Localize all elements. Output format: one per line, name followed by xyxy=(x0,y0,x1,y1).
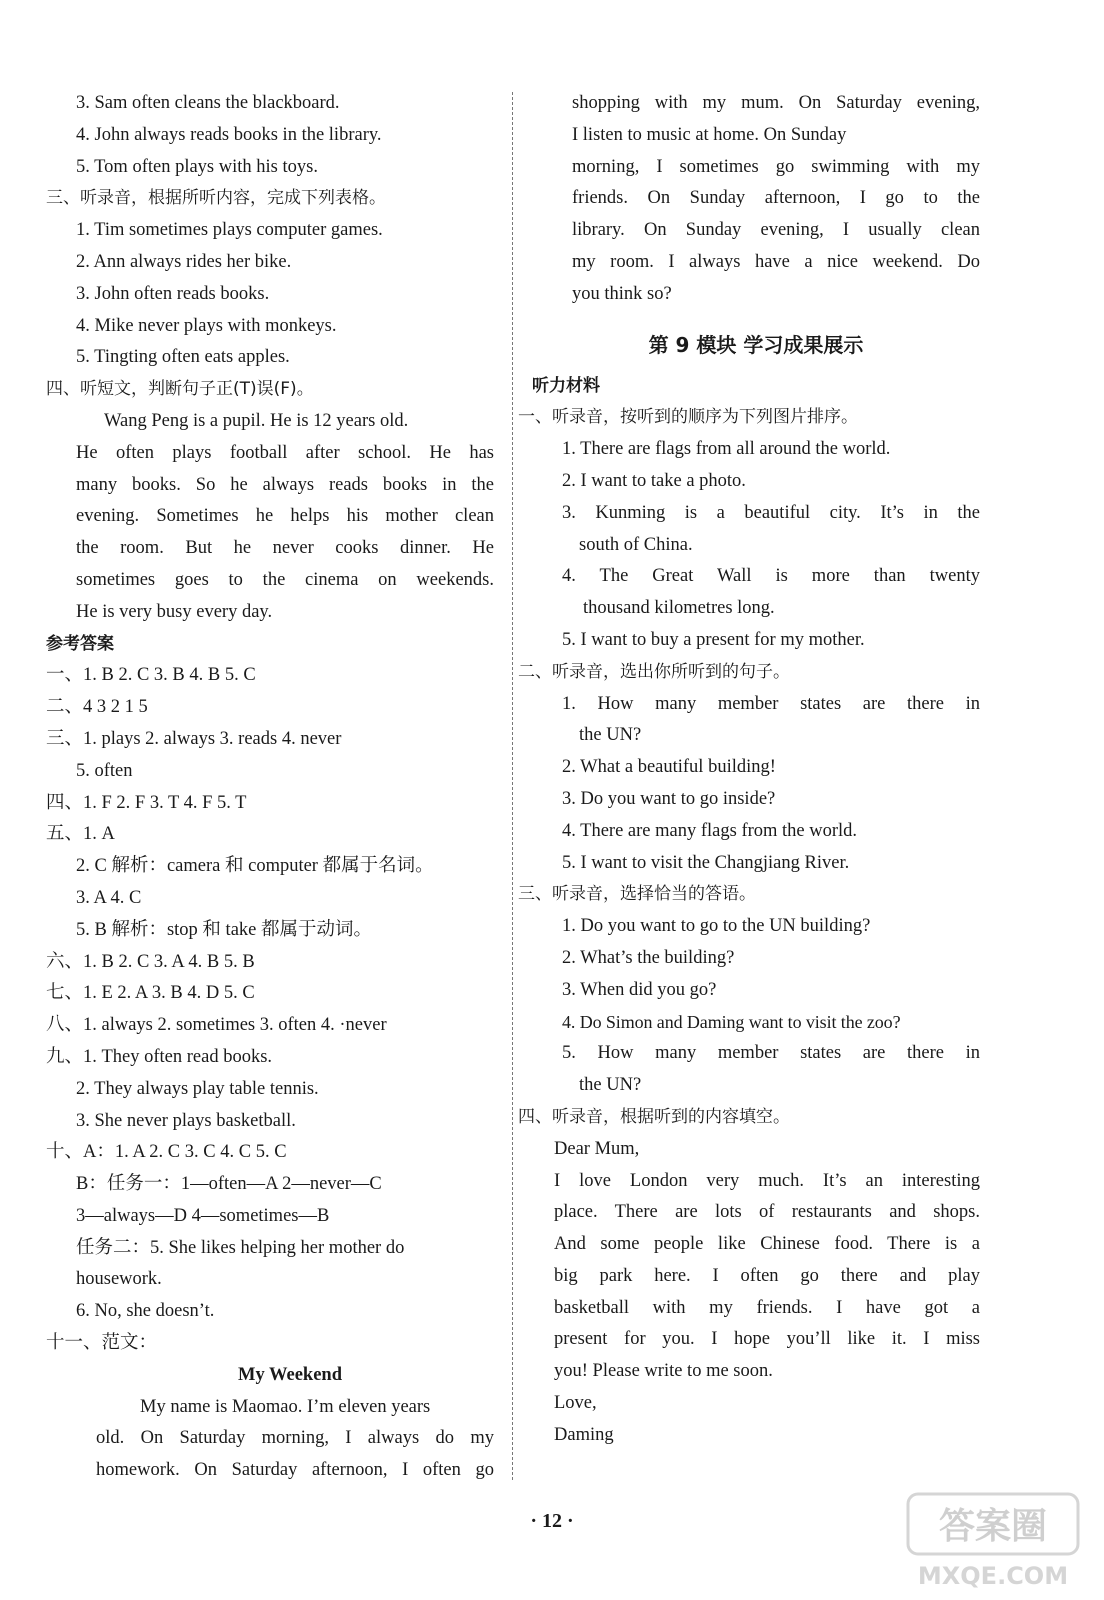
passage-line: He is very busy every day. xyxy=(76,601,273,622)
letter-line: Daming xyxy=(554,1424,614,1445)
section-heading: 三、听录音，选择恰当的答语。 xyxy=(518,884,756,905)
answer-line: 一、1. B 2. C 3. B 4. B 5. C xyxy=(46,665,256,686)
text-line: 3. When did you go? xyxy=(562,979,717,1000)
text-line: 1. Do you want to go to the UN building? xyxy=(562,916,871,937)
answer-line: 任务二：5. She likes helping her mother do xyxy=(76,1237,405,1258)
text-line: 4. There are many flags from the world. xyxy=(562,820,858,841)
answer-line: 五、1. A xyxy=(46,824,115,845)
answer-line: 四、1. F 2. F 3. T 4. F 5. T xyxy=(46,792,247,813)
text-line: 1. How many member states are there in xyxy=(562,693,980,714)
essay-line: homework. On Saturday afternoon, I often go xyxy=(96,1460,494,1481)
column-divider xyxy=(512,92,513,1480)
passage-line: He often plays football after school. He has xyxy=(76,442,494,463)
text-line: 5. Tingting often eats apples. xyxy=(76,347,290,368)
watermark-subtext: MXQE.COM xyxy=(917,1562,1069,1590)
essay-line: friends. On Sunday afternoon, I go to the xyxy=(572,188,980,209)
essay-line: library. On Sunday evening, I usually clean xyxy=(572,220,980,241)
text-line: south of China. xyxy=(579,534,693,555)
right-column xyxy=(518,88,980,1452)
letter-line: big park here. I often go there and play xyxy=(554,1265,980,1286)
text-line: 5. Tom often plays with his toys. xyxy=(76,156,318,177)
answer-line: 三、1. plays 2. always 3. reads 4. never xyxy=(46,728,342,749)
text-line: 5. How many member states are there in xyxy=(562,1043,980,1064)
section-heading: 四、听短文，判断句子正(T)误(F)。 xyxy=(46,379,314,400)
answer-line: 六、1. B 2. C 3. A 4. B 5. B xyxy=(46,951,255,972)
essay-line: shopping with my mum. On Saturday evening, xyxy=(572,93,980,113)
section-heading: 二、听录音，选出你所听到的句子。 xyxy=(518,661,790,682)
answer-line: 九、1. They often read books. xyxy=(46,1046,273,1067)
letter-line: place. There are lots of restaurants and shops. xyxy=(554,1202,980,1223)
answer-line: 2. C 解析：camera 和 computer 都属于名词。 xyxy=(76,856,434,877)
text-line: the UN? xyxy=(579,1075,642,1096)
text-line: 4. The Great Wall is more than twenty xyxy=(562,566,980,587)
answer-line: 3. She never plays basketball. xyxy=(76,1110,296,1131)
text-line: 3. John often reads books. xyxy=(76,283,270,304)
text-line: 3. Kunming is a beautiful city. It’s in the xyxy=(562,502,980,523)
answer-line: B：任务一：1—often—A 2—never—C xyxy=(76,1174,382,1195)
answer-line: 5. B 解析：stop 和 take 都属于动词。 xyxy=(76,919,372,940)
section-heading: 三、听录音，根据所听内容，完成下列表格。 xyxy=(46,188,386,209)
letter-line: And some people like Chinese food. There is a xyxy=(554,1234,980,1255)
text-line: the UN? xyxy=(579,725,642,746)
answer-line: 二、4 3 2 1 5 xyxy=(46,697,148,718)
passage-line: many books. So he always reads books in the xyxy=(76,474,494,495)
section-heading: 一、听录音，按听到的顺序为下列图片排序。 xyxy=(518,407,858,428)
essay-title: My Weekend xyxy=(238,1364,342,1385)
passage-line: evening. Sometimes he helps his mother clean xyxy=(76,506,494,527)
text-line: 2. Ann always rides her bike. xyxy=(76,251,292,272)
answer-line: 2. They always play table tennis. xyxy=(76,1078,319,1099)
answer-line: 十一、范文： xyxy=(46,1333,158,1354)
section-heading: 四、听录音，根据听到的内容填空。 xyxy=(518,1106,790,1127)
letter-line: I love London very much. It’s an interesting xyxy=(554,1170,980,1191)
text-line: 2. What’s the building? xyxy=(562,947,735,968)
text-line: 5. I want to visit the Changjiang River. xyxy=(562,852,850,873)
text-line: 4. Mike never plays with monkeys. xyxy=(76,315,337,336)
answer-line: 十、A：1. A 2. C 3. C 4. C 5. C xyxy=(46,1142,287,1163)
text-line: thousand kilometres long. xyxy=(583,598,775,619)
answer-line: 3. A 4. C xyxy=(76,887,142,908)
passage-line: sometimes goes to the cinema on weekends. xyxy=(76,569,494,590)
essay-line: My name is Maomao. I’m eleven years xyxy=(140,1396,431,1417)
answer-line: housework. xyxy=(76,1269,162,1290)
text-line: 3. Sam often cleans the blackboard. xyxy=(76,93,340,113)
essay-line: my room. I always have a nice weekend. Do xyxy=(572,251,980,272)
answer-line: 七、1. E 2. A 3. B 4. D 5. C xyxy=(46,983,255,1004)
text-line: 2. What a beautiful building! xyxy=(562,757,776,778)
answer-line: 5. often xyxy=(76,760,133,781)
answer-line: 3—always—D 4—sometimes—B xyxy=(76,1205,330,1226)
passage-line: Wang Peng is a pupil. He is 12 years old. xyxy=(104,410,409,431)
text-line: 3. Do you want to go inside? xyxy=(562,788,776,809)
watermark-logo xyxy=(900,1488,1090,1594)
letter-line: basketball with my friends. I have got a xyxy=(554,1297,980,1318)
answer-line: 6. No, she doesn’t. xyxy=(76,1301,215,1322)
passage-line: the room. But he never cooks dinner. He xyxy=(76,538,494,559)
letter-line: present for you. I hope you’ll like it. I miss xyxy=(554,1329,980,1350)
left-column xyxy=(46,88,494,1487)
watermark-text: 答案圈 xyxy=(938,1506,1048,1547)
text-line: 2. I want to take a photo. xyxy=(562,470,746,491)
text-line: 4. John always reads books in the library. xyxy=(76,124,382,145)
page-number: · 12 · xyxy=(530,1510,574,1532)
text-line: 5. I want to buy a present for my mother. xyxy=(562,629,865,650)
module-title: 第 9 模块 学习成果展示 xyxy=(648,332,864,357)
essay-line: I listen to music at home. On Sunday xyxy=(572,124,847,145)
listening-heading: 听力材料 xyxy=(532,375,600,396)
letter-line: Love, xyxy=(554,1393,597,1414)
essay-line: you think so? xyxy=(572,283,672,304)
text-line: 1. There are flags from all around the world. xyxy=(562,439,891,460)
text-line: 1. Tim sometimes plays computer games. xyxy=(76,220,383,241)
text-line: 4. Do Simon and Daming want to visit the zoo? xyxy=(562,1011,901,1032)
letter-line: Dear Mum, xyxy=(554,1138,640,1159)
answers-heading: 参考答案 xyxy=(46,633,114,654)
letter-line: you! Please write to me soon. xyxy=(554,1361,773,1382)
essay-line: old. On Saturday morning, I always do my xyxy=(96,1428,494,1449)
essay-line: morning, I sometimes go swimming with my xyxy=(572,156,980,177)
answer-line: 八、1. always 2. sometimes 3. often 4. ·never xyxy=(46,1015,387,1036)
